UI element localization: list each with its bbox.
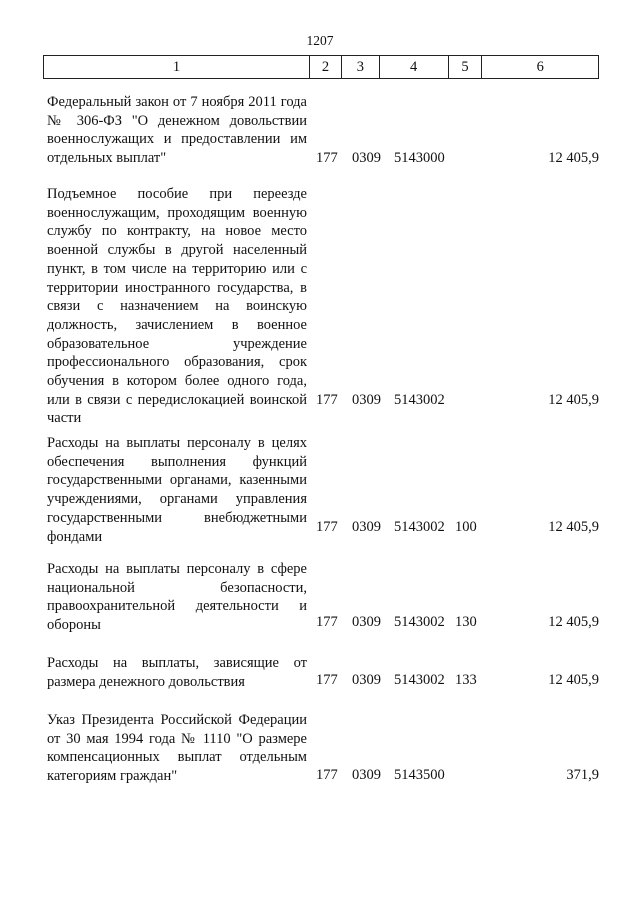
row-values [47, 149, 599, 168]
row-description: Расходы на выплаты персоналу в целях обеспечения выполнения функций государственными органами, казенными учреждениями, органами управления государственными внебюджетными фондами [47, 435, 307, 545]
cell-vr: 130 [455, 614, 477, 630]
cell-rz: 0309 [352, 614, 381, 630]
table-row [47, 185, 599, 427]
row-values [47, 671, 599, 690]
row-description: Подъемное пособие при переезде военнослужащим, проходящим военную службу по контракту, на новое место военной службы в другой населенный пункт, в том числе на территорию или с территории иностранного государства, в связи с назначением на воинскую должность, зачислением в военное образовательное учреждение профессионального образования, срок обучения в котором более одного года, или в связи с передислокацией воинской части [47, 186, 307, 427]
cell-sum: 12 405,9 [548, 150, 599, 166]
row-description: Расходы на выплаты персоналу в сфере национальной безопасности, правоохранительной деятельности и обороны [47, 561, 307, 634]
cell-gr: 177 [316, 672, 338, 688]
cell-gr: 177 [316, 150, 338, 166]
header-col-5: 5 [448, 56, 482, 78]
header-col-4: 4 [379, 56, 448, 78]
row-values [47, 518, 599, 537]
table-row [47, 654, 599, 690]
cell-sum: 12 405,9 [548, 392, 599, 408]
row-values [47, 766, 599, 785]
cell-rz: 0309 [352, 672, 381, 688]
page-number: 1207 [306, 33, 334, 48]
table-row [47, 93, 599, 168]
cell-vr: 133 [455, 672, 477, 688]
cell-sum: 371,9 [566, 767, 599, 783]
header-col-3: 3 [341, 56, 379, 78]
cell-csr: 5143002 [394, 672, 445, 688]
header-col-2: 2 [309, 56, 341, 78]
cell-vr: 100 [455, 519, 477, 535]
cell-rz: 0309 [352, 150, 381, 166]
row-description: Федеральный закон от 7 ноября 2011 года № 306-ФЗ "О денежном довольствии военнослужащих и предоставлении им отдельных выплат" [47, 94, 307, 167]
row-values [47, 613, 599, 632]
header-col-1: 1 [172, 59, 181, 75]
cell-gr: 177 [316, 767, 338, 783]
cell-gr: 177 [316, 392, 338, 408]
cell-sum: 12 405,9 [548, 672, 599, 688]
cell-csr: 5143500 [394, 767, 445, 783]
table-row [47, 711, 599, 785]
cell-rz: 0309 [352, 767, 381, 783]
cell-csr: 5143002 [394, 519, 445, 535]
table-header-row [43, 55, 599, 79]
table-row [47, 434, 599, 545]
row-description: Расходы на выплаты, зависящие от размера денежного довольствия [47, 655, 307, 690]
cell-rz: 0309 [352, 519, 381, 535]
cell-rz: 0309 [352, 392, 381, 408]
cell-csr: 5143000 [394, 150, 445, 166]
cell-gr: 177 [316, 614, 338, 630]
header-col-6: 6 [481, 56, 598, 78]
cell-gr: 177 [316, 519, 338, 535]
row-description: Указ Президента Российской Федерации от 30 мая 1994 года № 1110 "О размере компенсационных выплат отдельным категориям граждан" [47, 712, 307, 785]
table-row [47, 560, 599, 632]
cell-csr: 5143002 [394, 614, 445, 630]
cell-sum: 12 405,9 [548, 519, 599, 535]
row-values [47, 391, 599, 410]
cell-sum: 12 405,9 [548, 614, 599, 630]
cell-csr: 5143002 [394, 392, 445, 408]
